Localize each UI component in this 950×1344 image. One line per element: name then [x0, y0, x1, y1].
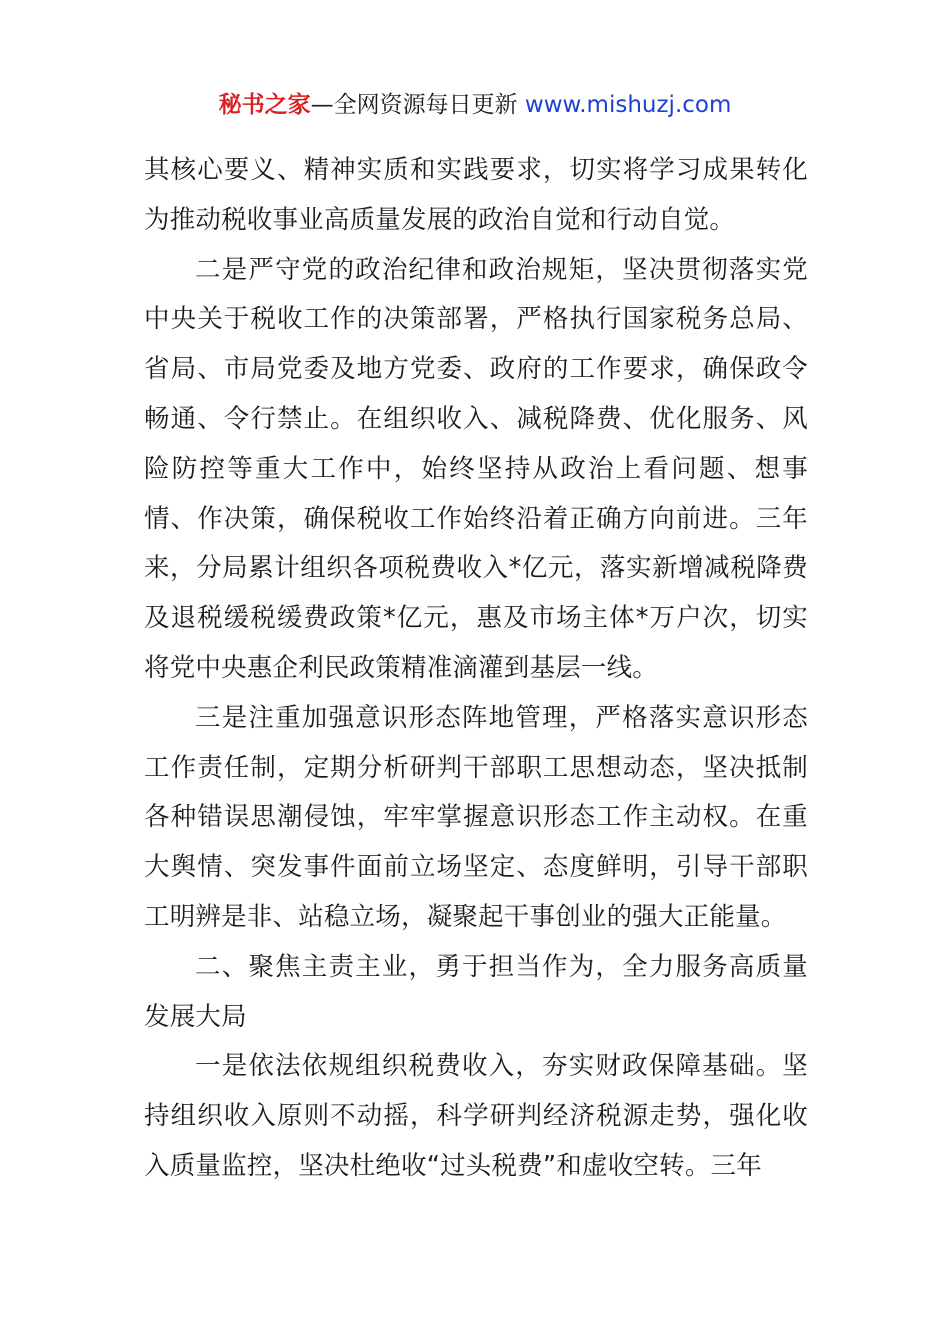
page-header — [0, 88, 950, 122]
paragraph-ideology-management: 三是注重加强意识形态阵地管理，严格落实意识形态工作责任制，定期分析研判干部职工思想动态，坚决抵制各种错误思潮侵蚀，牢牢掌握意识形态工作主动权。在重大舆情、突发事件面前立场坚定、态度鲜明，引导干部职工明辨是非、站稳立场，凝聚起干事创业的强大正能量。 — [144, 702, 808, 932]
site-tagline: —全网资源每日更新 — [310, 92, 525, 118]
site-url-link[interactable]: www.mishuzj.com — [524, 92, 732, 118]
document-body — [144, 146, 808, 1192]
paragraph-tax-revenue: 一是依法依规组织税费收入，夯实财政保障基础。坚持组织收入原则不动摇，科学研判经济税源走势，强化收入质量监控，坚决杜绝收“过头税费”和虚收空转。三年 — [144, 1051, 808, 1181]
paragraph-continuation: 其核心要义、精神实质和实践要求，切实将学习成果转化为推动税收事业高质量发展的政治自觉和行动自觉。 — [144, 155, 808, 235]
paragraph-political-discipline: 二是严守党的政治纪律和政治规矩，坚决贯彻落实党中央关于税收工作的决策部署，严格执行国家税务总局、省局、市局党委及地方党委、政府的工作要求，确保政令畅通、令行禁止。在组织收入、减税降费、优化服务、风险防控等重大工作中，始终坚持从政治上看问题、想事情、作决策，确保税收工作始终沿着正确方向前进。三年来，分局累计组织各项税费收入*亿元，落实新增减税降费及退税缓税缓费政策*亿元，惠及市场主体*万户次，切实将党中央惠企利民政策精准滴灌到基层一线。 — [144, 254, 808, 683]
section-heading-2: 二、聚焦主责主业，勇于担当作为，全力服务高质量发展大局 — [144, 951, 808, 1032]
site-brand: 秘书之家 — [218, 92, 311, 118]
